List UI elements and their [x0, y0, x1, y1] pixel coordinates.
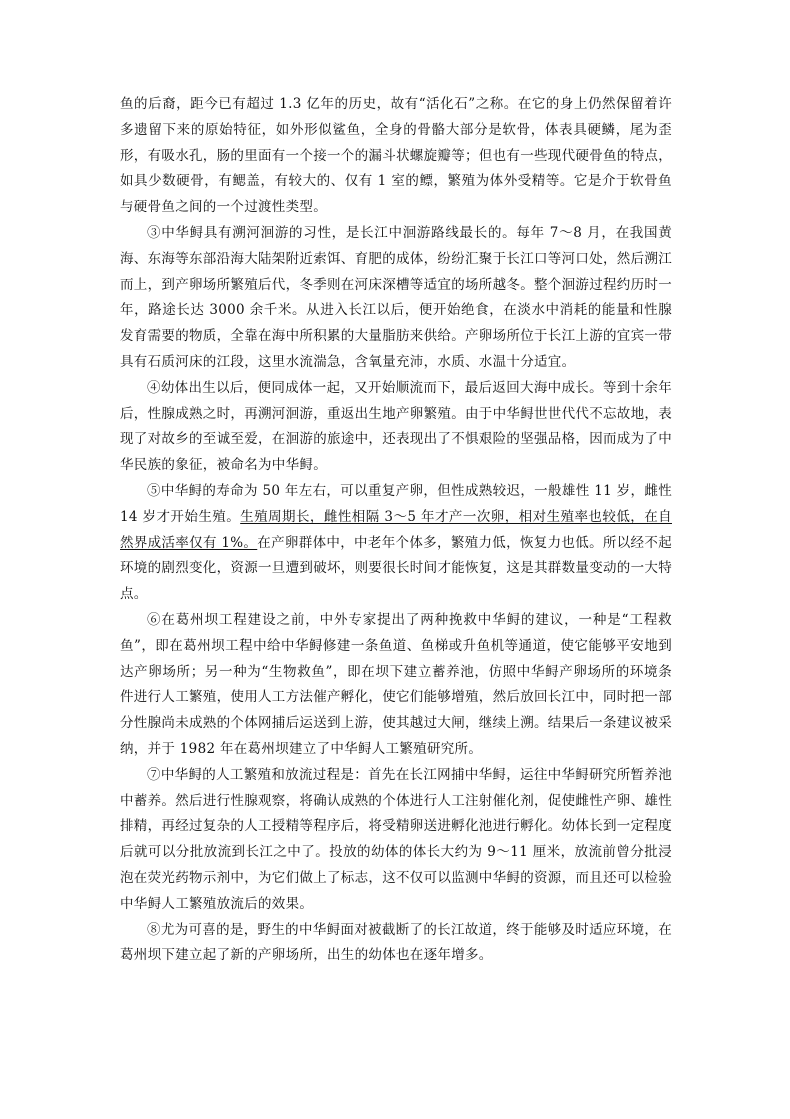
paragraph-6: ⑥在葛州坝工程建设之前，中外专家提出了两种挽救中华鲟的建议，一种是“工程救鱼”，即在葛州坝工程中给中华鲟修建一条鱼道、鱼梯或升鱼机等通道，使它能够平安地到达产卵场所；另一种为“生物救鱼”，即在坝下建立蓄养池，仿照中华鲟产卵场所的环境条件进行人工繁殖，使用人工方法催产孵化，使它们能够增殖，然后放回长江中，同时把一部分性腺尚未成熟的个体网捕后运送到上游，使其越过大闸，继续上溯。结果后一条建议被采纳，并于 1982 年在葛州坝建立了中华鲟人工繁殖研究所。 — [120, 611, 672, 757]
underlined-sentence: 生殖周期长，雌性相隔 3～5 年才产一次卵，相对生殖率也较低，在自然界成活率仅有 1%。 — [120, 508, 672, 551]
paragraph-8: ⑧尤为可喜的是，野生的中华鲟面对被截断了的长江故道，终于能够及时适应环境，在葛州坝下建立起了新的产卵场所，出生的幼体也在逐年增多。 — [120, 921, 672, 964]
paragraph-5-text-after: 在产卵群体中，中老年个体多，繁殖力低，恢复力也低。所以经不起环境的剧烈变化，资源一旦遭到破坏，则要很长时间才能恢复，这是其群数量变动的一大特点。 — [120, 534, 672, 603]
paragraph-5-text-before: ⑤中华鲟的寿命为 50 年左右，可以重复产卵，但性成熟较迟，一般雄性 11 岁，雌性 14 岁才开始生殖。 — [120, 482, 672, 525]
paragraph-3: ③中华鲟具有溯河洄游的习性，是长江中洄游路线最长的。每年 7～8 月，在我国黄海、东海等东部沿海大陆架附近索饵、育肥的成体，纷纷汇聚于长江口等河口处，然后溯江而上，到产卵场所繁殖后代，冬季则在河床深槽等适宜的场所越冬。整个洄游过程约历时一年，路途长达 3000 余千米。从进入长江以后，便开始绝食，在淡水中消耗的能量和性腺发育需要的物质，全靠在海中所积累的大量脂肪来供给。产卵场所位于长江上游的宜宾一带具有石质河床的江段，这里水流湍急，含氧量充沛，水质、水温十分适宜。 — [120, 224, 672, 370]
paragraph-4: ④幼体出生以后，便同成体一起，又开始顺流而下，最后返回大海中成长。等到十余年后，性腺成熟之时，再溯河洄游，重返出生地产卵繁殖。由于中华鲟世世代代不忘故地，表现了对故乡的至诚至爱，在洄游的旅途中，还表现出了不惧艰险的坚强品格，因而成为了中华民族的象征，被命名为中华鲟。 — [120, 379, 672, 474]
paragraph-5 — [120, 479, 672, 608]
paragraph-continued: 鱼的后裔，距今已有超过 1.3 亿年的历史，故有“活化石”之称。在它的身上仍然保留着许多遗留下来的原始特征，如外形似鲨鱼，全身的骨骼大部分是软骨，体表具硬鳞，尾为歪形，有吸水孔，肠的里面有一个接一个的漏斗状螺旋瓣等；但也有一些现代硬骨鱼的特点，如具少数硬骨，有鳃盖，有较大的、仅有 1 室的鳔，繁殖为体外受精等。它是介于软骨鱼与硬骨鱼之间的一个过渡性类型。 — [120, 96, 672, 216]
paragraph-7: ⑦中华鲟的人工繁殖和放流过程是：首先在长江网捕中华鲟，运往中华鲟研究所暂养池中蓄养。然后进行性腺观察，将确认成熟的个体进行人工注射催化剂，促使雌性产卵、雄性排精，再经过复杂的人工授精等程序后，将受精卵送进孵化池进行孵化。幼体长到一定程度后就可以分批放流到长江之中了。投放的幼体的体长大约为 9～11 厘米，放流前曾分批浸泡在荧光药物示剂中，为它们做上了标志，这不仅可以监测中华鲟的资源，而且还可以检验中华鲟人工繁殖放流后的效果。 — [120, 766, 672, 912]
document-page — [120, 92, 672, 969]
